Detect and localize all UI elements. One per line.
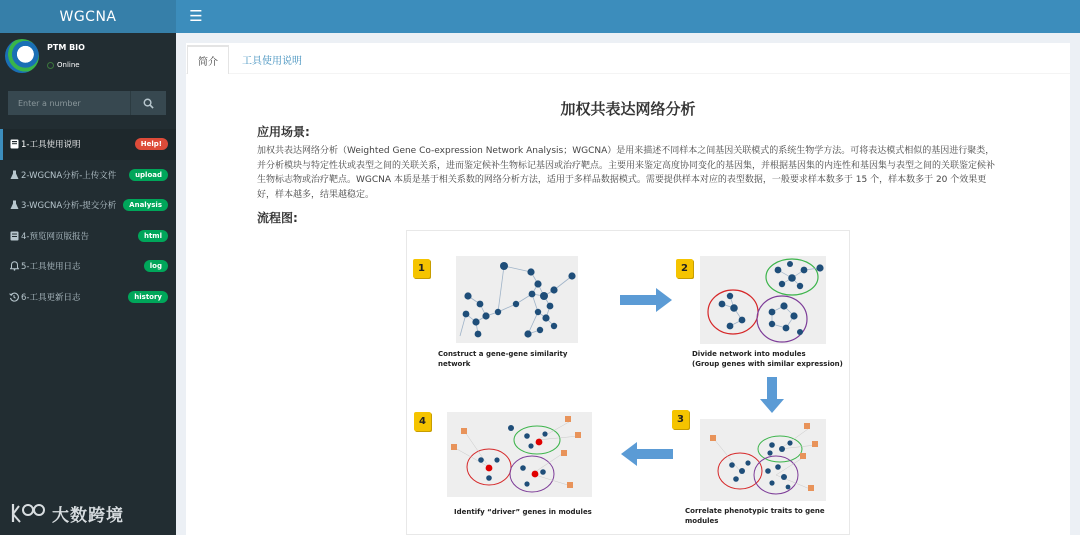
user-status-text: Online	[57, 61, 80, 69]
similarity-network-graphic	[456, 256, 578, 343]
step-2-caption-line2: (Group genes with similar expression)	[692, 359, 843, 368]
sidebar	[0, 33, 176, 535]
search-button[interactable]	[130, 91, 166, 115]
step-number-3: 3	[672, 410, 689, 429]
step-number-2: 2	[676, 259, 693, 278]
search-input[interactable]	[8, 91, 130, 115]
step-2-modules-panel	[700, 256, 826, 344]
step-1-caption-line2: network	[438, 359, 471, 368]
avatar	[5, 39, 39, 73]
sidebar-item-label: 4-预览网页版报告	[21, 231, 89, 242]
sidebar-item-label: 3-WGCNA分析-提交分析	[21, 201, 117, 212]
step-4-caption-line1: Identify “driver” genes in modules	[454, 508, 592, 516]
step-number-1: 1	[413, 259, 430, 278]
app-logo[interactable]	[0, 0, 176, 33]
module-division-graphic	[700, 256, 826, 344]
arrow-down-icon	[760, 377, 784, 413]
log-badge: log	[144, 260, 168, 272]
hamburger-icon: ☰	[189, 7, 203, 25]
user-status	[47, 61, 80, 69]
step-4-drivers-panel	[447, 412, 592, 497]
sidebar-item-label: 5-工具使用日志	[21, 262, 81, 273]
user-name: PTM BIO	[47, 43, 85, 52]
sidebar-item-history[interactable]	[0, 282, 176, 313]
trait-correlation-graphic	[700, 419, 826, 501]
step-3-caption-line2: modules	[685, 516, 719, 525]
sidebar-item-label: 1-工具使用说明	[21, 140, 81, 151]
help-badge: Help!	[135, 138, 168, 150]
sidebar-item-help[interactable]	[0, 129, 176, 160]
sidebar-item-log[interactable]	[0, 251, 176, 282]
driver-genes-graphic	[447, 412, 592, 497]
tab-bar	[186, 43, 1070, 74]
upload-badge: upload	[129, 169, 168, 181]
history-icon	[9, 292, 19, 302]
book-icon	[9, 139, 19, 149]
sidebar-item-report[interactable]	[0, 221, 176, 252]
step-4-caption	[454, 508, 634, 518]
step-number-4: 4	[414, 412, 431, 431]
step-2-caption-line1: Divide network into modules	[692, 350, 806, 358]
online-dot-icon	[47, 62, 54, 69]
content-wrapper	[176, 33, 1080, 535]
step-1-caption	[438, 350, 608, 369]
bell-icon	[9, 261, 19, 271]
sidebar-item-upload[interactable]	[0, 160, 176, 191]
step-1-caption-line1: Construct a gene-gene similarity	[438, 350, 568, 358]
watermark-logo-icon	[10, 500, 48, 526]
wgcna-flowchart	[406, 230, 850, 535]
tab-intro[interactable]: 简介	[187, 45, 229, 74]
sidebar-item-label: 2-WGCNA分析-上传文件	[21, 170, 117, 181]
arrow-right-icon	[620, 288, 672, 312]
step-2-caption	[692, 350, 850, 369]
tab-box	[186, 43, 1070, 535]
user-panel	[0, 33, 176, 83]
flask-icon	[9, 200, 19, 210]
step-3-traits-panel	[700, 419, 826, 501]
step-1-network-panel	[456, 256, 578, 343]
history-badge: history	[128, 291, 168, 303]
html-badge: html	[138, 230, 168, 242]
watermark	[10, 500, 124, 526]
flask-icon	[9, 170, 19, 180]
watermark-text: 大数跨境	[52, 505, 124, 526]
report-icon	[9, 231, 19, 241]
sidebar-item-label: 6-工具更新日志	[21, 292, 81, 303]
scenario-paragraph: 加权共表达网络分析（Weighted Gene Co-expression Network Analysis；WGCNA）是用来描述不同样本之间基因关联模式的系统生物学方法。可将表达模式相似的基因进行聚类，并分析模块与特定性状或表型之间的关联关系，进而鉴定候补生物标记基因或治疗靶点。主要用来鉴定高度协同变化的基因集，并根据基因集的内连性和基因集与表型之间的关联鉴定候补生物标志物或治疗靶点。WGCNA 本质是基于相关系数的网络分析方法，适用于多样品数据模式。需要提供样本对应的表型数据，一般要求样本数多于 15 个，样本数多于 20 个效果更好，样本越多，结果越稳定。	[257, 146, 996, 200]
scenario-heading: 应用场景:	[257, 125, 310, 139]
sidebar-toggle-button[interactable]	[186, 6, 206, 26]
analysis-badge: Analysis	[123, 199, 168, 211]
step-3-caption	[685, 507, 845, 526]
app-title: WGCNA	[59, 8, 117, 25]
flow-heading: 流程图:	[257, 211, 298, 225]
tab-usage[interactable]: 工具使用说明	[242, 56, 302, 67]
sidebar-item-analysis[interactable]	[0, 190, 176, 221]
search-icon	[143, 98, 154, 109]
top-navbar	[176, 0, 1080, 33]
sidebar-menu	[0, 129, 176, 312]
page-title: 加权共表达网络分析	[560, 100, 696, 118]
sidebar-search	[8, 91, 166, 115]
step-3-caption-line1: Correlate phenotypic traits to gene	[685, 507, 825, 515]
arrow-left-icon	[621, 442, 673, 466]
